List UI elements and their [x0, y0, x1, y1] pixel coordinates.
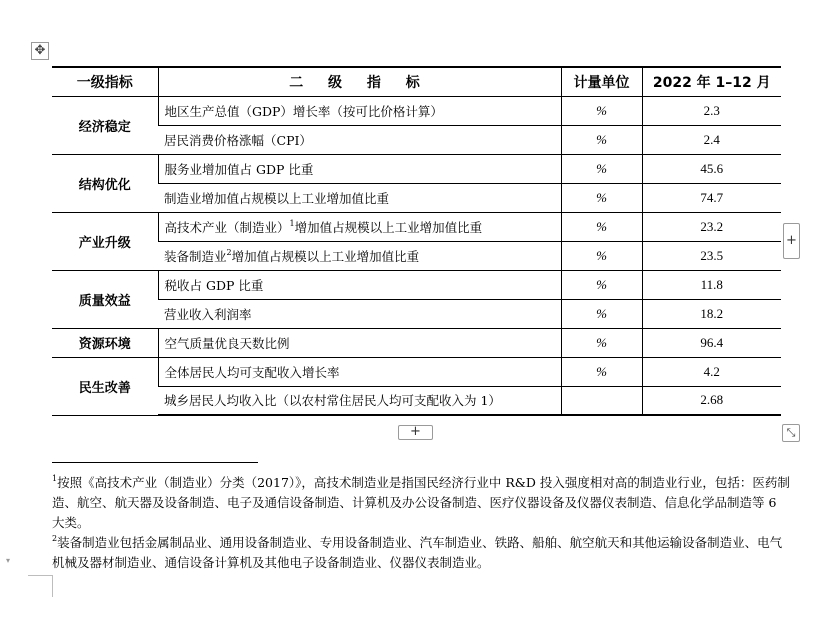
value-cell: 23.5 [642, 241, 781, 270]
unit-cell: % [561, 212, 642, 241]
footnote-text: 按照《高技术产业（制造业）分类（2017）》，高技术制造业是指国民经济行业中 R&D 投入强度相对高的制造业行业，包括：医药制造、航空、航天器及设备制造、电子及通信设备制造、计算机及办公设备制造、医疗仪器设备及仪器仪表制造、信息化学品制造等 6 大类。 [52, 475, 790, 530]
value-cell: 2.3 [642, 96, 781, 125]
footnote-marker: 1 [52, 474, 58, 483]
footnote-ref-2[interactable]: 2 [226, 247, 232, 257]
footnote-2 [52, 533, 792, 573]
page-margin-mark [52, 575, 53, 597]
footnote-separator [52, 462, 258, 463]
indicator-text: 装备制造业 [164, 248, 227, 264]
value-cell: 96.4 [642, 328, 781, 357]
value-cell: 2.4 [642, 125, 781, 154]
indicator-cell: 空气质量优良天数比例 [158, 328, 561, 357]
unit-cell: % [561, 241, 642, 270]
table-resize-icon[interactable]: ⤡ [782, 424, 800, 442]
table-row [52, 212, 781, 241]
table-row [52, 183, 781, 212]
table-row [52, 125, 781, 154]
category-cell: 民生改善 [52, 357, 158, 415]
table-row [52, 270, 781, 299]
header-level2-indicator: 二 级 指 标 [158, 67, 561, 96]
unit-cell: % [561, 357, 642, 386]
value-cell: 2.68 [642, 386, 781, 415]
value-cell: 45.6 [642, 154, 781, 183]
category-cell: 产业升级 [52, 212, 158, 270]
unit-cell: % [561, 125, 642, 154]
table-row [52, 154, 781, 183]
value-cell: 18.2 [642, 299, 781, 328]
indicator-cell: 居民消费价格涨幅（CPI） [158, 125, 561, 154]
table-row [52, 299, 781, 328]
footnote-ref-1[interactable]: 1 [289, 218, 295, 228]
header-unit: 计量单位 [561, 67, 642, 96]
indicator-cell [158, 212, 561, 241]
unit-cell: % [561, 183, 642, 212]
indicator-text: 增加值占规模以上工业增加值比重 [294, 219, 483, 235]
unit-cell: % [561, 328, 642, 357]
table-row [52, 328, 781, 357]
category-cell: 经济稳定 [52, 96, 158, 154]
category-cell: 资源环境 [52, 328, 158, 357]
category-cell: 质量效益 [52, 270, 158, 328]
indicator-table [52, 66, 781, 416]
footnote-marker: 2 [52, 534, 58, 543]
indicator-text: 高技术产业（制造业） [164, 219, 290, 235]
table-row [52, 96, 781, 125]
indicator-cell: 制造业增加值占规模以上工业增加值比重 [158, 183, 561, 212]
value-cell: 4.2 [642, 357, 781, 386]
unit-cell [561, 386, 642, 415]
indicator-cell: 服务业增加值占 GDP 比重 [158, 154, 561, 183]
indicator-cell [158, 241, 561, 270]
table-move-handle[interactable]: ✥ [31, 42, 49, 60]
footnote-text: 装备制造业包括金属制品业、通用设备制造业、专用设备制造业、汽车制造业、铁路、船舶、航空航天和其他运输设备制造业、电气机械及器材制造业、通信设备计算机及其他电子设备制造业、仪器仪表制造业。 [52, 535, 783, 570]
value-cell: 11.8 [642, 270, 781, 299]
table-header-row [52, 67, 781, 96]
add-row-button[interactable]: + [398, 425, 433, 440]
indicator-cell: 地区生产总值（GDP）增长率（按可比价格计算） [158, 96, 561, 125]
unit-cell: % [561, 154, 642, 183]
add-column-button[interactable]: + [783, 223, 800, 259]
header-level1-indicator: 一级指标 [52, 67, 158, 96]
page-margin-mark [28, 575, 52, 576]
value-cell: 23.2 [642, 212, 781, 241]
category-cell: 结构优化 [52, 154, 158, 212]
indicator-cell: 城乡居民人均收入比（以农村常住居民人均可支配收入为 1） [158, 386, 561, 415]
indicator-text: 增加值占规模以上工业增加值比重 [231, 248, 420, 264]
footnote-1 [52, 473, 792, 533]
table-row [52, 357, 781, 386]
unit-cell: % [561, 96, 642, 125]
value-cell: 74.7 [642, 183, 781, 212]
unit-cell: % [561, 299, 642, 328]
table-row [52, 241, 781, 270]
indicator-cell: 税收占 GDP 比重 [158, 270, 561, 299]
indicator-cell: 营业收入利润率 [158, 299, 561, 328]
indicator-cell: 全体居民人均可支配收入增长率 [158, 357, 561, 386]
header-period: 2022 年 1–12 月 [642, 67, 781, 96]
unit-cell: % [561, 270, 642, 299]
table-row [52, 386, 781, 415]
caret-down-icon: ▾ [6, 556, 11, 565]
